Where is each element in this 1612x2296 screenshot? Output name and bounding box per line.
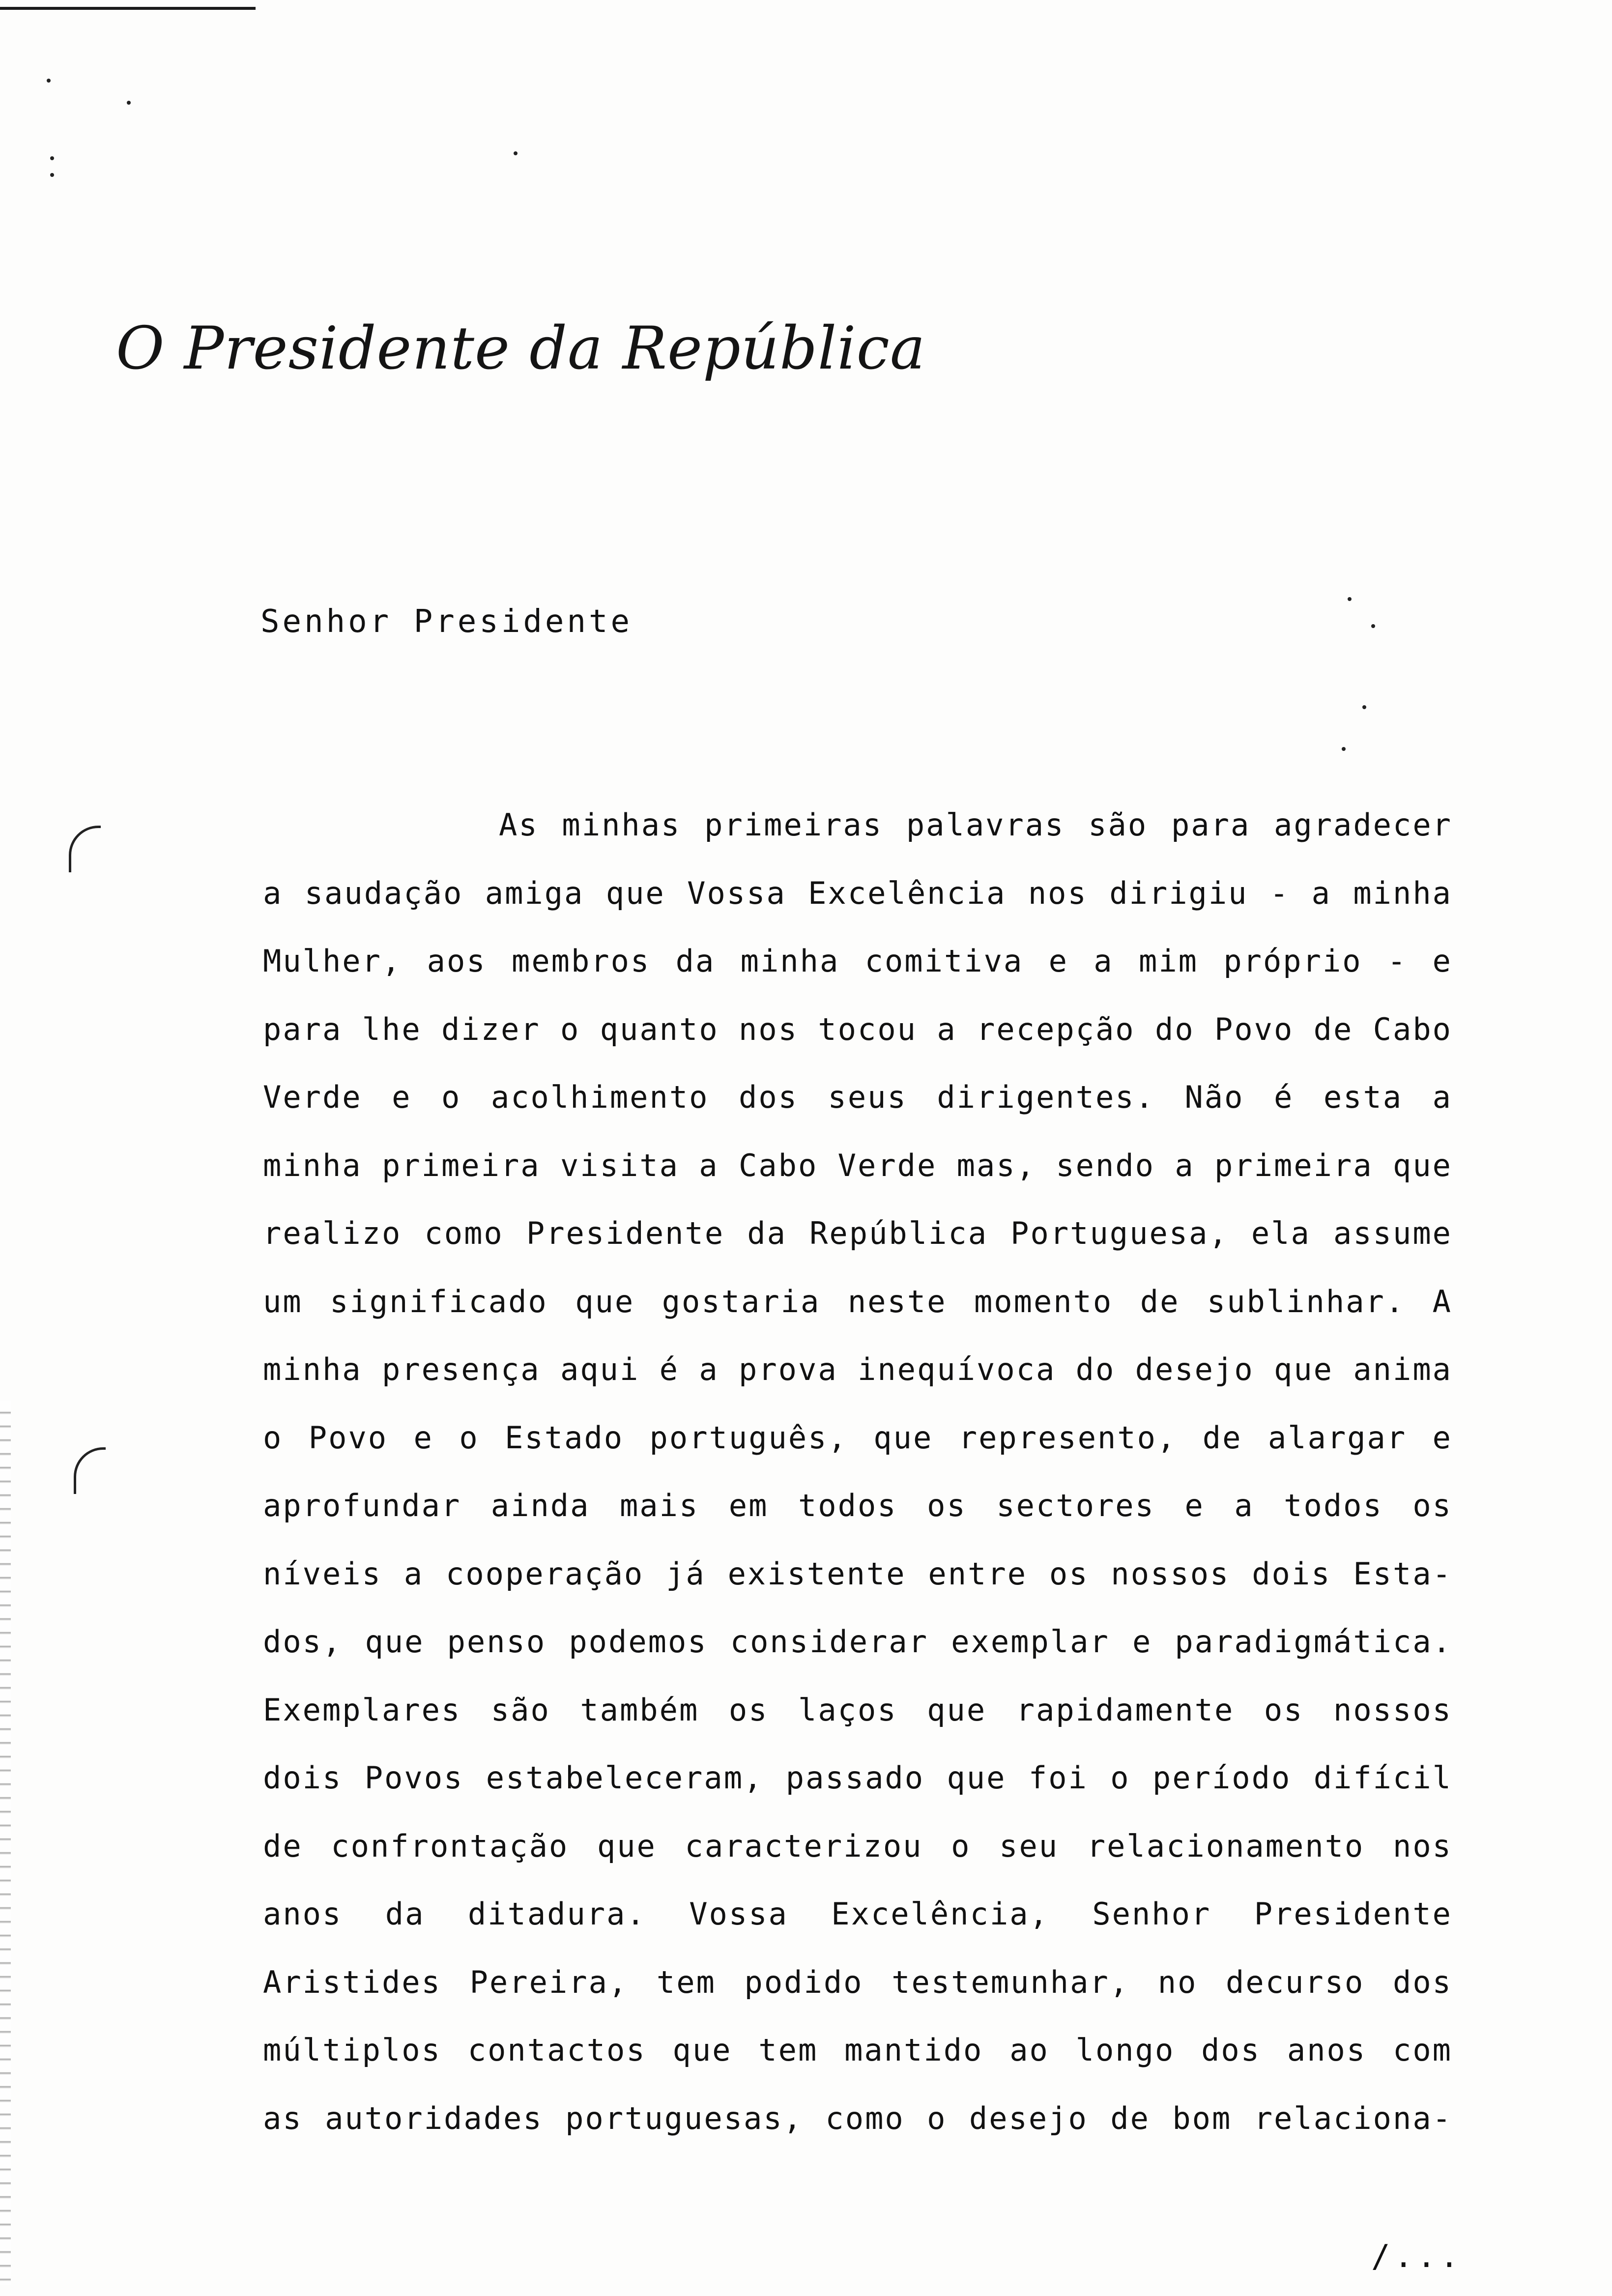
- body-line: as autoridades portuguesas, como o desejo de bom relaciona-: [263, 2100, 1452, 2136]
- speck: [50, 156, 54, 160]
- body-line: As minhas primeiras palavras são para agradecer: [499, 807, 1452, 843]
- speck: [50, 173, 54, 177]
- speck: [1371, 624, 1375, 628]
- speck: [1348, 597, 1352, 601]
- body-line: aprofundar ainda mais em todos os sectores e a todos os: [263, 1488, 1452, 1523]
- speck: [1342, 747, 1346, 751]
- body-line: realizo como Presidente da República Portuguesa, ela assume: [263, 1215, 1452, 1251]
- scan-edge-noise: [0, 1401, 11, 2285]
- margin-mark: [69, 826, 101, 872]
- body-line: o Povo e o Estado português, que represento, de alargar e: [263, 1419, 1452, 1456]
- body-line: Mulher, aos membros da minha comitiva e a mim próprio - e: [263, 943, 1452, 979]
- body-line: dois Povos estabeleceram, passado que foi o período difícil: [263, 1760, 1452, 1796]
- body-line: de confrontação que caracterizou o seu relacionamento nos: [263, 1828, 1452, 1864]
- margin-mark: [74, 1447, 106, 1494]
- speck: [514, 151, 518, 155]
- body-line: Verde e o acolhimento dos seus dirigentes. Não é esta a: [263, 1079, 1452, 1115]
- body-text: [263, 791, 1452, 2152]
- body-line: Exemplares são também os laços que rapidamente os nossos: [263, 1692, 1452, 1728]
- body-line: múltiplos contactos que tem mantido ao longo dos anos com: [263, 2032, 1452, 2068]
- body-line: minha presença aqui é a prova inequívoca do desejo que anima: [263, 1351, 1452, 1387]
- speck: [1362, 705, 1366, 709]
- letterhead: O Presidente da República: [116, 315, 926, 383]
- body-line: minha primeira visita a Cabo Verde mas, sendo a primeira que: [263, 1147, 1452, 1183]
- body-line: um significado que gostaria neste momento de sublinhar. A: [263, 1283, 1452, 1320]
- salutation: Senhor Presidente: [260, 603, 633, 640]
- body-line: para lhe dizer o quanto nos tocou a recepção do Povo de Cabo: [263, 1011, 1452, 1047]
- speck: [47, 79, 51, 83]
- body-line: Aristides Pereira, tem podido testemunhar, no decurso dos: [263, 1964, 1452, 2000]
- body-line: dos, que penso podemos considerar exemplar e paradigmática.: [263, 1624, 1452, 1660]
- speck: [127, 101, 131, 105]
- body-line: níveis a cooperação já existente entre os nossos dois Esta-: [263, 1555, 1452, 1592]
- top-rule: [0, 7, 256, 10]
- body-line: anos da ditadura. Vossa Excelência, Senhor Presidente: [263, 1896, 1452, 1932]
- continuation-mark: /...: [1371, 2239, 1463, 2275]
- body-line: a saudação amiga que Vossa Excelência nos dirigiu - a minha: [263, 875, 1452, 911]
